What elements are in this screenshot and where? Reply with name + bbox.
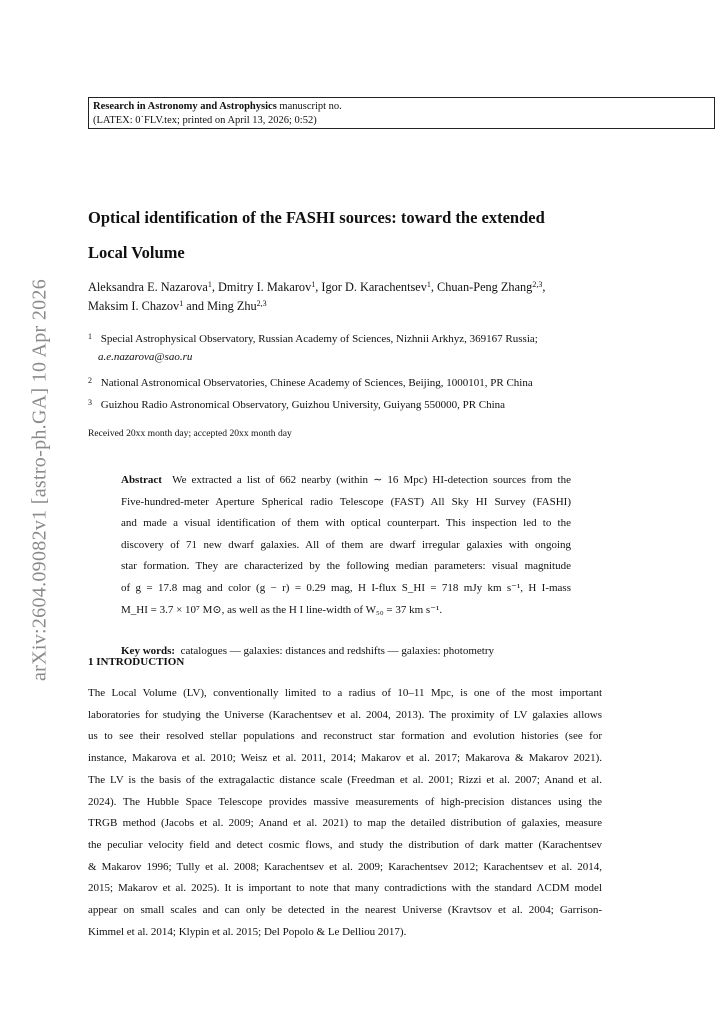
abstract-line: of g = 17.8 mag and color (g − r) = 0.29 mag, H I-flux S_HI = 718 mJy km s⁻¹, H I-mass: [121, 581, 571, 594]
author-affil: 1: [179, 299, 184, 308]
author-affil: 2,3: [532, 280, 543, 289]
abstract-line: Abstract We extracted a list of 662 nearby (within ∼ 16 Mpc) HI-detection sources from the: [121, 474, 571, 486]
affiliation-number: 2: [88, 376, 92, 385]
body-line: the peculiar velocity field and detect cosmic flows, and study the distribution of dark matter (Karachentsev: [88, 838, 602, 851]
keywords-label: Key words:: [121, 645, 176, 657]
keywords-text: catalogues — galaxies: distances and redshifts — galaxies: photometry: [180, 645, 494, 657]
journal-line: [93, 100, 710, 114]
affiliation-number: 3: [88, 398, 92, 407]
body-line: us to see their resolved stellar populations and reconstruct star formation and evolution histories (see for: [88, 730, 602, 743]
title-line-2: Local Volume: [88, 243, 185, 262]
author-affil: 1: [207, 280, 212, 289]
affiliation-text: Special Astrophysical Observatory, Russian Academy of Sciences, Nizhnii Arkhyz, 369167 Russia;: [100, 333, 538, 345]
paper-title: [88, 200, 688, 270]
author-name: Aleksandra E. Nazarova: [88, 280, 208, 294]
body-line: TRGB method (Jacobs et al. 2009; Anand et al. 2021) to map the detailed distribution of galaxies, measure: [88, 817, 602, 830]
affiliation-number: 1: [88, 332, 92, 341]
abstract-line: and made a visual identification of them with optical counterpart. This inspection led to the: [121, 517, 571, 530]
author-line-1: [88, 278, 713, 297]
introduction-body: [88, 683, 602, 943]
body-line: 2015; Makarov et al. 2025). It is important to note that many contradictions with the standard ΛCDM model: [88, 882, 602, 895]
author-list: [88, 278, 713, 316]
section-heading: 1 INTRODUCTION: [88, 656, 185, 668]
author-name: , Chuan-Peng Zhang: [430, 280, 533, 294]
body-line: 2024). The Hubble Space Telescope provides massive measurements of high-precision distances using the: [88, 795, 602, 808]
author-name: , Igor D. Karachentsev: [315, 280, 427, 294]
author-affil: 2,3: [256, 299, 267, 308]
body-line: instance, Makarova et al. 2010; Weisz et al. 2011, 2014; Makarov et al. 2017; Makarova & Makarov 2021).: [88, 752, 602, 765]
body-line: & Makarov 1996; Tully et al. 2008; Karachentsev et al. 2009; Karachentsev 2012; Karachentsev et al. 2014,: [88, 860, 602, 873]
abstract-line: Five-hundred-meter Aperture Spherical radio Telescope (FAST) All Sky HI Survey (FASHI): [121, 495, 571, 508]
author-name: and Ming Zhu: [183, 299, 257, 313]
author-affil: 1: [426, 280, 431, 289]
body-line: laboratories for studying the Universe (Karachentsev et al. 2004, 2013). The proximity of LV galaxies allows: [88, 708, 602, 721]
received-line: Received 20xx month day; accepted 20xx month day: [88, 428, 292, 439]
body-line: Kimmel et al. 2014; Klypin et al. 2015; Del Popolo & Le Delliou 2017).: [88, 925, 407, 938]
body-line: The Local Volume (LV), conventionally limited to a radius of 10–11 Mpc, is one of the most important: [88, 687, 602, 699]
author-name: Maksim I. Chazov: [88, 299, 180, 313]
abstract-label: Abstract: [121, 474, 162, 486]
journal-name: Research in Astronomy and Astrophysics: [93, 101, 277, 112]
abstract-line: star formation. They are characterized by the following median parameters: visual magnitude: [121, 560, 571, 573]
affiliation-3: [88, 394, 713, 414]
arxiv-id: arXiv:2604.09082v1 [astro-ph.GA] 10 Apr 2026: [28, 278, 51, 682]
author-sep: ,: [542, 280, 546, 294]
affiliation-text: Guizhou Radio Astronomical Observatory, Guizhou University, Guiyang 550000, PR China: [100, 399, 506, 411]
abstract-line: M_HI = 3.7 × 10⁷ M⊙, as well as the H I line-width of W₅₀ = 37 km s⁻¹.: [121, 603, 443, 616]
journal-header-box: [88, 97, 715, 129]
body-line: The LV is the basis of the extragalactic distance scale (Freedman et al. 2001; Rizzi et al. 2007; Anand et al.: [88, 773, 602, 786]
author-affil: 1: [311, 280, 316, 289]
keywords: [121, 645, 591, 657]
abstract: [121, 470, 571, 621]
author-name: , Dmitry I. Makarov: [211, 280, 312, 294]
body-line: appear on small scales and can only be detected in the nearest Universe (Kravtsov et al. 2004; Garrison-: [88, 904, 602, 917]
author-line-2: [88, 297, 713, 316]
manuscript-label: manuscript no.: [279, 101, 342, 112]
contact-email[interactable]: a.e.nazarova@sao.ru: [98, 351, 193, 363]
affiliation-1: [88, 328, 713, 366]
abstract-line: discovery of 71 new dwarf galaxies. All of them are dwarf irregular galaxies with ongoing: [121, 538, 571, 551]
affiliation-text: National Astronomical Observatories, Chinese Academy of Sciences, Beijing, 1000101, PR China: [100, 377, 533, 389]
title-line-1: Optical identification of the FASHI sources: toward the extended: [88, 208, 545, 227]
latex-line: (LATEX: 0˙FLV.tex; printed on April 13, 2026; 0:52): [93, 115, 317, 126]
affiliation-2: [88, 372, 713, 392]
